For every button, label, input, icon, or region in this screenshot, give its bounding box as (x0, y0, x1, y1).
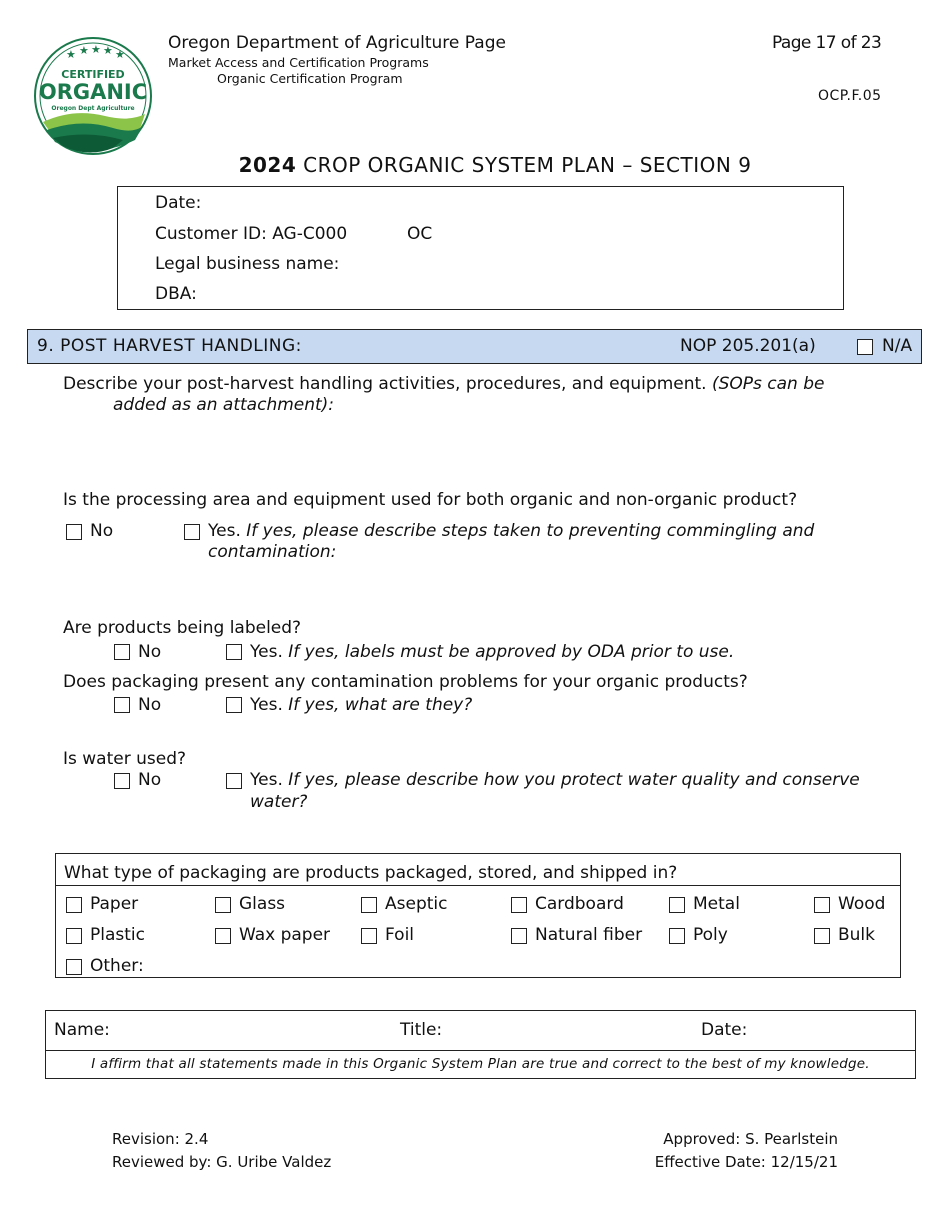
section-title: 9. POST HARVEST HANDLING: (37, 336, 302, 356)
effective-date: Effective Date: 12/15/21 (654, 1153, 838, 1171)
q2-yes-label: Yes. (208, 521, 241, 541)
packaging-aseptic-checkbox[interactable] (361, 897, 377, 913)
form-id: OCP.F.05 (818, 88, 882, 104)
packaging-cardboard-checkbox[interactable] (511, 897, 527, 913)
customer-id-label: Customer ID: AG-C000 (155, 224, 348, 244)
packaging-divider (56, 885, 900, 886)
programs-name: Market Access and Certification Programs (168, 55, 429, 70)
packaging-aseptic-label: Aseptic (385, 894, 448, 914)
svg-text:★: ★ (115, 48, 125, 61)
q2-yes-text (208, 521, 868, 541)
packaging-plastic-label: Plastic (90, 925, 145, 945)
q3-no-label: No (138, 642, 162, 662)
q5-no-label: No (138, 770, 162, 790)
packaging-bulk-checkbox[interactable] (814, 928, 830, 944)
packaging-question: What type of packaging are products packaged, stored, and shipped in? (64, 863, 678, 883)
q1-question: Describe your post-harvest handling activities, procedures, and equipment. (63, 374, 707, 394)
section-header (27, 329, 922, 364)
packaging-foil-label: Foil (385, 925, 415, 945)
q5-detail-cont: water? (250, 792, 308, 812)
signature-divider (46, 1050, 915, 1051)
title-year: 2024 (238, 153, 297, 177)
packaging-wax-paper-checkbox[interactable] (215, 928, 231, 944)
packaging-other-label: Other: (90, 956, 144, 976)
reviewed-by: Reviewed by: G. Uribe Valdez (112, 1153, 332, 1171)
svg-text:★: ★ (103, 44, 113, 57)
svg-text:★: ★ (79, 44, 89, 57)
packaging-metal-checkbox[interactable] (669, 897, 685, 913)
logo-main-text: ORGANIC (38, 80, 148, 104)
packaging-wood-label: Wood (838, 894, 886, 914)
na-label: N/A (882, 336, 913, 356)
packaging-wood-checkbox[interactable] (814, 897, 830, 913)
program-name: Organic Certification Program (217, 71, 403, 86)
q1-note-cont: added as an attachment): (113, 395, 335, 415)
dept-name: Oregon Department of Agriculture Page (168, 33, 506, 53)
q2-no-checkbox[interactable] (66, 524, 82, 540)
q3-question: Are products being labeled? (63, 618, 302, 638)
date-label-signature: Date: (701, 1020, 748, 1040)
q1-note: (SOPs can be (711, 374, 825, 394)
q2-no-label: No (90, 521, 114, 541)
approved-by: Approved: S. Pearlstein (663, 1130, 838, 1148)
q4-detail: If yes, what are they? (288, 695, 473, 715)
q5-no-checkbox[interactable] (114, 773, 130, 789)
q5-question: Is water used? (63, 749, 187, 769)
q2-detail-cont: contamination: (208, 542, 337, 562)
q1-text (63, 374, 883, 394)
affirmation-text: I affirm that all statements made in this Organic System Plan are true and correct to the best of my knowledge. (91, 1056, 870, 1072)
packaging-glass-label: Glass (239, 894, 286, 914)
logo-sub-text: Oregon Dept Agriculture (51, 105, 135, 112)
nop-reference: NOP 205.201(a) (680, 336, 816, 356)
info-box (117, 186, 844, 310)
customer-id-suffix: OC (407, 224, 433, 244)
name-label: Name: (54, 1020, 110, 1040)
na-checkbox[interactable] (857, 339, 873, 355)
packaging-natural-fiber-label: Natural fiber (535, 925, 643, 945)
q4-yes-checkbox[interactable] (226, 697, 242, 713)
packaging-poly-label: Poly (693, 925, 728, 945)
q4-yes-text (250, 695, 472, 715)
dba-label: DBA: (155, 284, 197, 304)
packaging-other-checkbox[interactable] (66, 959, 82, 975)
q4-no-label: No (138, 695, 162, 715)
packaging-glass-checkbox[interactable] (215, 897, 231, 913)
q5-yes-text (250, 770, 870, 790)
q3-yes-text (250, 642, 734, 662)
q3-detail: If yes, labels must be approved by ODA prior to use. (288, 642, 735, 662)
packaging-poly-checkbox[interactable] (669, 928, 685, 944)
title-label: Title: (400, 1020, 443, 1040)
title-rest: CROP ORGANIC SYSTEM PLAN – SECTION 9 (296, 153, 752, 177)
q4-yes-label: Yes. (250, 695, 283, 715)
q3-yes-label: Yes. (250, 642, 283, 662)
logo-top-text: CERTIFIED (61, 68, 125, 81)
packaging-table (55, 853, 901, 978)
certified-organic-logo (33, 36, 153, 156)
packaging-foil-checkbox[interactable] (361, 928, 377, 944)
packaging-paper-checkbox[interactable] (66, 897, 82, 913)
q5-yes-label: Yes. (250, 770, 283, 790)
q2-detail: If yes, please describe steps taken to preventing commingling and (246, 521, 815, 541)
q5-detail: If yes, please describe how you protect water quality and conserve (288, 770, 860, 790)
packaging-plastic-checkbox[interactable] (66, 928, 82, 944)
svg-text:★: ★ (66, 48, 76, 61)
svg-text:★: ★ (91, 43, 101, 56)
date-label: Date: (155, 193, 202, 213)
packaging-metal-label: Metal (693, 894, 740, 914)
q3-yes-checkbox[interactable] (226, 644, 242, 660)
packaging-bulk-label: Bulk (838, 925, 876, 945)
page-number: Page 17 of 23 (772, 33, 882, 53)
packaging-paper-label: Paper (90, 894, 139, 914)
q4-no-checkbox[interactable] (114, 697, 130, 713)
q4-question: Does packaging present any contamination problems for your organic products? (63, 672, 748, 692)
signature-box (45, 1010, 916, 1079)
q2-yes-checkbox[interactable] (184, 524, 200, 540)
revision: Revision: 2.4 (112, 1130, 209, 1148)
legal-name-label: Legal business name: (155, 254, 340, 274)
q2-question: Is the processing area and equipment used for both organic and non-organic product? (63, 490, 798, 510)
page-title (0, 153, 950, 177)
packaging-natural-fiber-checkbox[interactable] (511, 928, 527, 944)
packaging-wax-paper-label: Wax paper (239, 925, 331, 945)
packaging-cardboard-label: Cardboard (535, 894, 624, 914)
q5-yes-checkbox[interactable] (226, 773, 242, 789)
q3-no-checkbox[interactable] (114, 644, 130, 660)
